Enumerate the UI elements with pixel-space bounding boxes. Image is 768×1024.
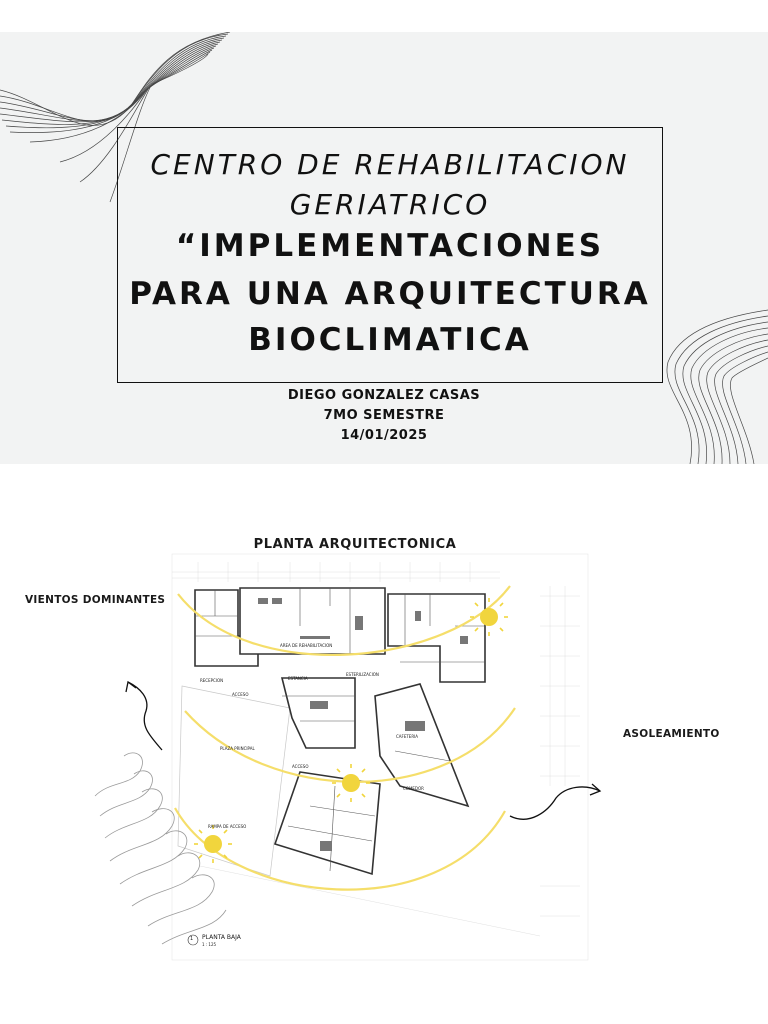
room-label: RECEPCION xyxy=(200,678,224,683)
winds-label: VIENTOS DOMINANTES xyxy=(25,594,166,606)
subtitle-line-3: BIOCLIMATICA xyxy=(248,322,532,358)
room-label: RAMPA DE ACCESO xyxy=(208,824,247,829)
semester: 7MO SEMESTRE xyxy=(323,408,445,423)
title-frame xyxy=(117,127,663,383)
floor-plan-drawing xyxy=(0,486,768,1006)
subtitle-line-2: PARA UNA ARQUITECTURA xyxy=(129,276,651,312)
author-name: DIEGO GONZALEZ CASAS xyxy=(287,388,481,403)
room-label: ACCESO xyxy=(292,764,309,769)
title-line-1: CENTRO DE REHABILITACION xyxy=(150,148,630,181)
room-label: AREA DE REHABILITACION xyxy=(280,643,333,648)
plan-slide xyxy=(0,486,768,1006)
subtitle-line-1: “IMPLEMENTACIONES xyxy=(175,228,605,264)
title-line-2: GERIATRICO xyxy=(289,188,491,221)
date: 14/01/2025 xyxy=(340,428,428,443)
plan-scale: 1 : 125 xyxy=(202,942,217,947)
plan-caption: PLANTA BAJA xyxy=(202,934,241,941)
room-label: CAFETERIA xyxy=(396,734,419,739)
plan-title: PLANTA ARQUITECTONICA xyxy=(253,537,457,552)
cover-slide xyxy=(0,32,768,464)
room-label: ESTERILIZACION xyxy=(346,672,379,677)
caption-number: 1 xyxy=(190,936,194,942)
sun-label: ASOLEAMIENTO xyxy=(623,728,720,740)
room-label: ESTANCIA xyxy=(288,676,308,681)
room-label: PLAZA PRINCIPAL xyxy=(220,746,255,751)
room-label: ACCESO xyxy=(232,692,249,697)
room-label: COMEDOR xyxy=(403,786,424,791)
